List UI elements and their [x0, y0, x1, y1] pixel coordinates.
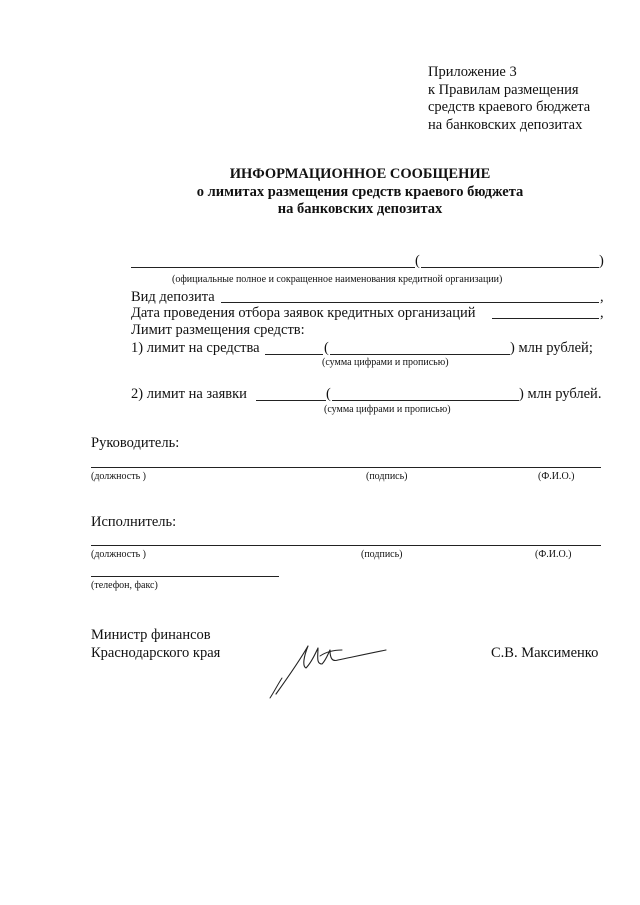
executor-signature-line: [91, 545, 601, 546]
limit1-blank: [265, 354, 323, 355]
limit1-label: 1) лимит на средства: [131, 340, 260, 356]
document-subtitle-line-1: о лимитах размещения средств краевого бюджета: [196, 184, 524, 200]
minister-name: С.В. Максименко: [491, 645, 599, 661]
selection-date-blank: [492, 318, 599, 319]
limit2-open-paren: (: [326, 386, 331, 402]
head-fio-caption: (Ф.И.О.): [538, 471, 575, 482]
org-open-paren: (: [415, 253, 420, 269]
limit1-sum-caption: (сумма цифрами и прописью): [322, 357, 449, 368]
head-label: Руководитель:: [91, 435, 180, 451]
limit1-open-paren: (: [324, 340, 329, 356]
deposit-type-blank: [221, 302, 599, 303]
org-short-name-blank: [421, 267, 599, 268]
limit1-words-blank: [330, 354, 510, 355]
org-caption: (официальные полное и сокращенное наименования кредитной организации): [172, 274, 503, 285]
executor-label: Исполнитель:: [91, 514, 177, 530]
executor-phone-line: [91, 576, 279, 577]
appendix-line-4: на банковских депозитах: [428, 117, 583, 133]
executor-signature-caption: (подпись): [361, 549, 403, 560]
limit2-label: 2) лимит на заявки: [131, 386, 247, 402]
limit2-unit: ) млн рублей.: [519, 386, 602, 402]
document-subtitle-line-2: на банковских депозитах: [277, 201, 443, 217]
deposit-type-comma: ,: [600, 289, 604, 305]
selection-date-label: Дата проведения отбора заявок кредитных организаций: [131, 305, 476, 321]
head-signature-line: [91, 467, 601, 468]
limit1-unit: ) млн рублей;: [510, 340, 593, 356]
limit2-sum-caption: (сумма цифрами и прописью): [324, 404, 451, 415]
selection-date-comma: ,: [600, 305, 604, 321]
executor-position-caption: (должность ): [91, 549, 146, 560]
head-position-caption: (должность ): [91, 471, 146, 482]
executor-phone-caption: (телефон, факс): [91, 580, 158, 591]
org-name-blank: [131, 267, 415, 268]
deposit-type-label: Вид депозита: [131, 289, 215, 305]
appendix-line-2: к Правилам размещения: [428, 82, 579, 98]
appendix-line-1: Приложение 3: [428, 64, 517, 80]
document-title: ИНФОРМАЦИОННОЕ СООБЩЕНИЕ: [229, 166, 491, 182]
head-signature-caption: (подпись): [366, 471, 408, 482]
executor-fio-caption: (Ф.И.О.): [535, 549, 572, 560]
minister-title-line-1: Министр финансов: [91, 627, 211, 643]
handwritten-signature: [268, 632, 398, 700]
limit2-blank: [256, 400, 326, 401]
org-close-paren: ): [599, 253, 604, 269]
minister-title-line-2: Краснодарского края: [91, 645, 221, 661]
limit2-words-blank: [332, 400, 519, 401]
appendix-line-3: средств краевого бюджета: [428, 99, 591, 115]
limit-title: Лимит размещения средств:: [131, 322, 305, 338]
